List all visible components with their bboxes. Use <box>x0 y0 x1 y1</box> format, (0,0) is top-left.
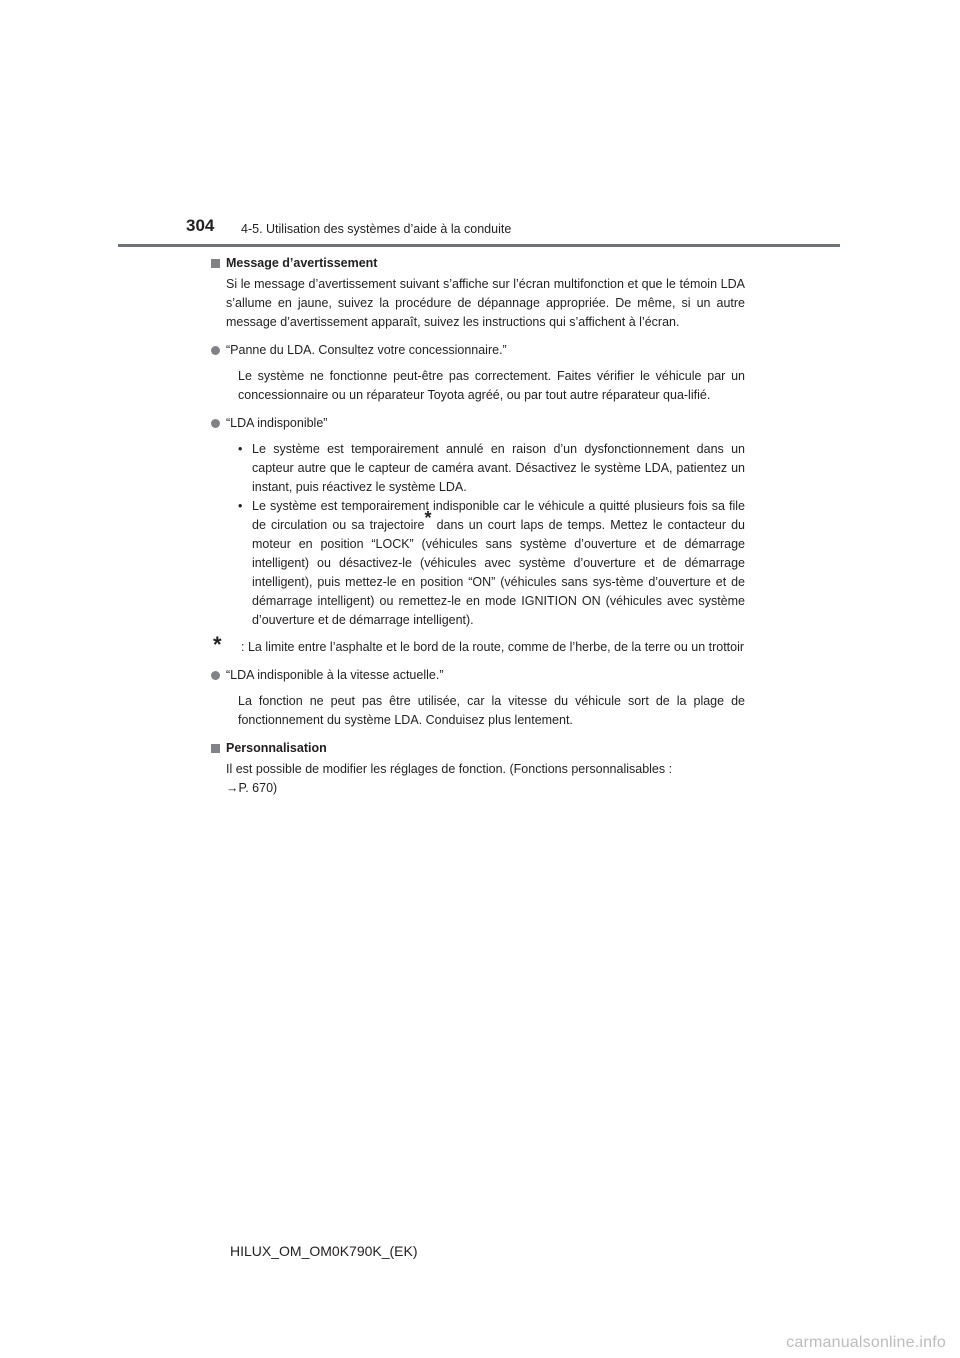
header-rule <box>118 244 840 247</box>
warning-intro: Si le message d’avertissement suivant s’affiche sur l’écran multifonction et que le témoin LDA s’allume en jaune, suivez la procédure de dépannage appropriée. De même, si un autre message d’avertissement apparaît, suivez les instructions qui s’affichent à l’écran. <box>226 277 745 329</box>
message-description: La fonction ne peut pas être utilisée, car la vitesse du véhicule sort de la plage de fonctionnement du système LDA. Conduisez plus lentement. <box>238 694 745 727</box>
footnote <box>211 632 745 657</box>
square-bullet-icon <box>211 744 220 753</box>
watermark: carmanualsonline.info <box>786 1334 946 1351</box>
message-item <box>211 666 745 685</box>
dot-marker-icon: • <box>238 442 243 456</box>
dot-marker-icon: • <box>238 499 243 513</box>
message-item <box>211 341 745 360</box>
message-text: “LDA indisponible à la vitesse actuelle.” <box>226 668 444 682</box>
list-item-text-before: Le système est temporairement indisponible car le véhicule a quitté plusieurs fois sa file de circulation ou sa trajectoire <box>252 499 745 532</box>
list-item-text: Le système est temporairement annulé en raison d’un dysfonctionnement dans un capteur autre que le capteur de caméra avant. Désactivez le système LDA, patientez un instant, puis réactivez le système LDA. <box>252 442 745 494</box>
section-title-text: Personnalisation <box>226 741 327 755</box>
page-reference-link[interactable]: P. 670) <box>238 781 278 795</box>
circle-bullet-icon <box>211 346 220 355</box>
page-number: 304 <box>186 216 215 235</box>
section-title-text: Message d’avertissement <box>226 256 378 270</box>
section-title-personalization <box>211 739 745 758</box>
arrow-right-icon: → <box>226 781 239 795</box>
footnote-text: : La limite entre l’asphalte et le bord de la route, comme de l’herbe, de la terre ou un trottoir <box>241 640 745 654</box>
footnote-marker: * <box>213 632 222 657</box>
sub-list <box>211 440 745 630</box>
message-text: “Panne du LDA. Consultez votre concessionnaire.” <box>226 343 507 357</box>
circle-bullet-icon <box>211 671 220 680</box>
message-text: “LDA indisponible” <box>226 416 328 430</box>
document-code: HILUX_OM_OM0K790K_(EK) <box>230 1243 418 1259</box>
message-item <box>211 414 745 433</box>
page-content <box>211 254 745 798</box>
square-bullet-icon <box>211 259 220 268</box>
personalization-body: Il est possible de modifier les réglages de fonction. (Fonctions personnalisables : <box>226 762 673 776</box>
list-item-text-after: dans un court laps de temps. Mettez le contacteur du moteur en position “LOCK” (véhicules sans système d’ouverture et de démarrage intelligent) ou désactivez-le (véhicules avec système d’ouverture et de démarrage intelligent), puis mettez-le en position “ON” (véhicules sans sys-tème d’ouverture et de démarrage intelligent) ou remettez-le en mode IGNITION ON (véhicules avec système d’ouverture et de démarrage intelligent). <box>252 518 745 627</box>
chapter-title: 4-5. Utilisation des systèmes d’aide à la conduite <box>241 222 512 236</box>
list-item <box>238 497 745 630</box>
circle-bullet-icon <box>211 419 220 428</box>
footnote-reference: * <box>424 507 432 528</box>
personalization-text <box>211 760 745 798</box>
list-item <box>238 440 745 497</box>
section-title-warning <box>211 254 745 273</box>
message-description: Le système ne fonctionne peut-être pas correctement. Faites vérifier le véhicule par un concessionnaire ou un réparateur Toyota agréé, ou par tout autre réparateur qua-lifié. <box>238 369 745 402</box>
